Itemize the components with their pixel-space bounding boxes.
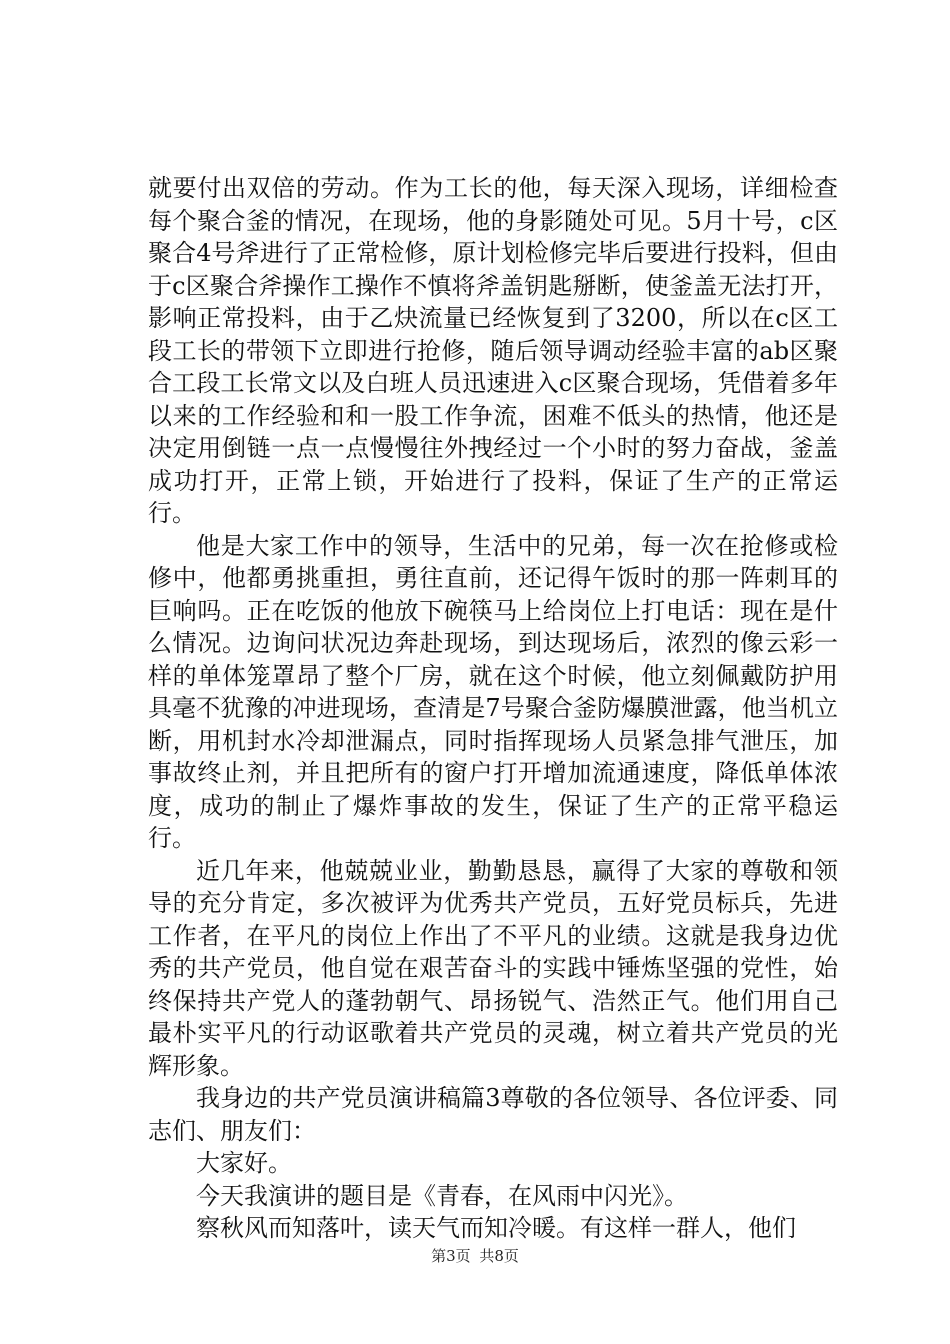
page-number: 第3页	[431, 1247, 471, 1265]
paragraph: 他是大家工作中的领导，生活中的兄弟，每一次在抢修或检修中，他都勇挑重担，勇往直前，还记得午饭时的那一阵刺耳的巨响吗。正在吃饭的他放下碗筷马上给岗位上打电话：现在是什么情况。边询问状况边奔赴现场，到达现场后，浓烈的像云彩一样的单体笼罩昂了整个厂房，就在这个时候，他立刻佩戴防护用具毫不犹豫的冲进现场，查清是7号聚合釜防爆膜泄露，他当机立断，用机封水冷却泄漏点，同时指挥现场人员紧急排气泄压，加事故终止剂，并且把所有的窗户打开增加流通速度，降低单体浓度，成功的制止了爆炸事故的发生，保证了生产的正常平稳运行。	[148, 531, 838, 852]
paragraph: 今天我演讲的题目是《青春，在风雨中闪光》。	[196, 1181, 688, 1210]
document-body	[148, 172, 838, 1245]
paragraph: 察秋风而知落叶，读天气而知冷暖。有这样一群人，他们	[196, 1214, 796, 1242]
paragraph: 大家好。	[196, 1149, 292, 1177]
paragraph: 近几年来，他兢兢业业，勤勤恳恳，赢得了大家的尊敬和领导的充分肯定，多次被评为优秀共产党员，五好党员标兵，先进工作者，在平凡的岗位上作出了不平凡的业绩。这就是我身边优秀的共产党员，他自觉在艰苦奋斗的实践中锤炼坚强的党性，始终保持共产党人的蓬勃朝气、昂扬锐气、浩然正气。他们用自己最朴实平凡的行动讴歌着共产党员的灵魂，树立着共产党员的光辉形象。	[148, 856, 838, 1080]
page-total: 共8页	[479, 1247, 519, 1265]
paragraph: 我身边的共产党员演讲稿篇3尊敬的各位领导、各位评委、同志们、朋友们：	[148, 1084, 838, 1145]
paragraph: 就要付出双倍的劳动。作为工长的他，每天深入现场，详细检查每个聚合釜的情况，在现场，他的身影随处可见。5月十号，c区聚合4号斧进行了正常检修，原计划检修完毕后要进行投料，但由于c区聚合斧操作工操作不慎将斧盖钥匙掰断，使釜盖无法打开，影响正常投料，由于乙炔流量已经恢复到了3200，所以在c区工段工长的带领下立即进行抢修，随后领导调动经验丰富的ab区聚合工段工长常文以及白班人员迅速进入c区聚合现场，凭借着多年以来的工作经验和和一股工作争流，困难不低头的热情，他还是决定用倒链一点一点慢慢往外拽经过一个小时的努力奋战，釜盖成功打开，正常上锁，开始进行了投料，保证了生产的正常运行。	[148, 174, 838, 527]
page-footer	[0, 1245, 950, 1266]
